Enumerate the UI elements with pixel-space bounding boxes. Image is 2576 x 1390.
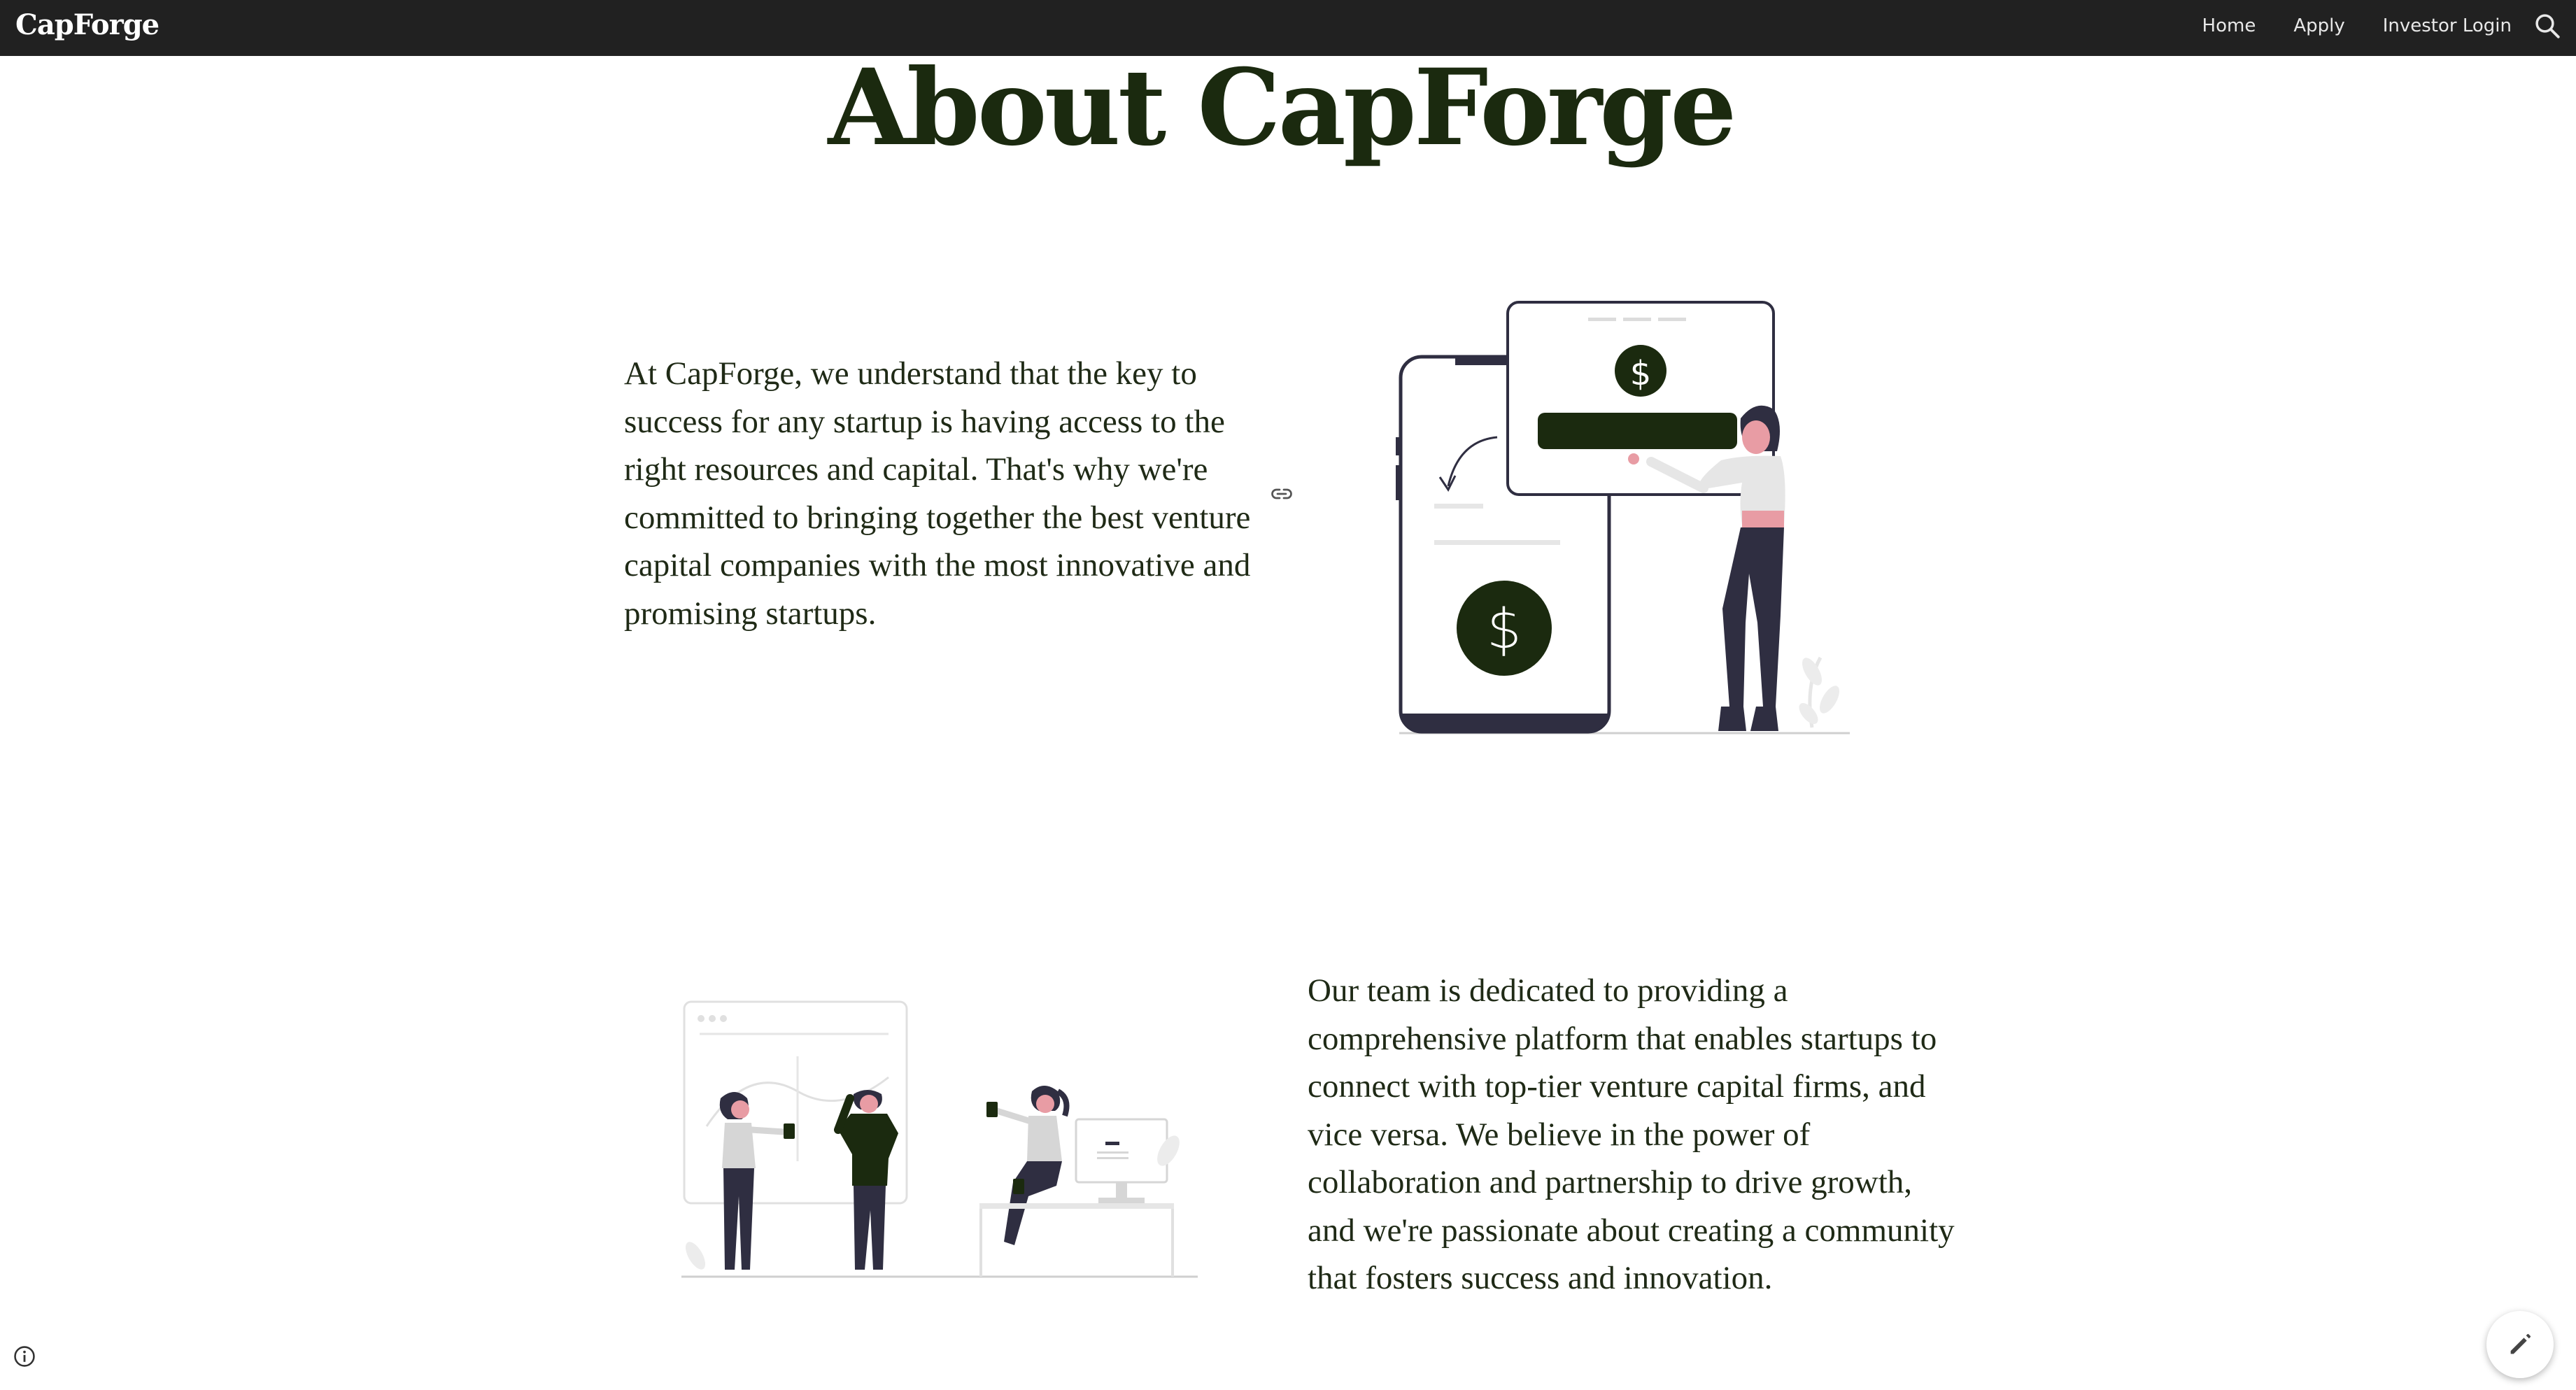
nav-link-investor-login[interactable]: Investor Login [2382,15,2512,36]
main-nav [2165,15,2512,36]
nav-link-apply[interactable]: Apply [2293,15,2345,36]
team-collaboration-illustration [679,993,1203,1287]
about-intro-text: At CapForge, we understand that the key to success for any startup is having access to the right resources and capital. That's why we're committed to bringing together the best venture capital companies with the most innovative and promising startups. [624,355,1251,632]
page-title: About CapForge [828,46,1734,169]
pencil-icon [2506,1331,2534,1359]
search-icon[interactable] [2533,11,2562,41]
info-icon[interactable] [13,1345,36,1368]
svg-text:$: $ [1629,354,1652,393]
site-brand[interactable]: CapForge [15,8,160,41]
edit-button[interactable] [2486,1311,2554,1378]
svg-text:$: $ [1487,598,1522,661]
payment-illustration [1392,294,1868,742]
about-team-text: Our team is dedicated to providing a comprehensive platform that enables startups to connect with top-tier venture capital firms, and vice versa. We believe in the power of collaboration and partnership to drive growth, and we're passionate about creating a community that fosters success and innovation. [1308,972,1955,1296]
nav-link-home[interactable]: Home [2202,15,2256,36]
link-icon[interactable] [1269,481,1294,506]
